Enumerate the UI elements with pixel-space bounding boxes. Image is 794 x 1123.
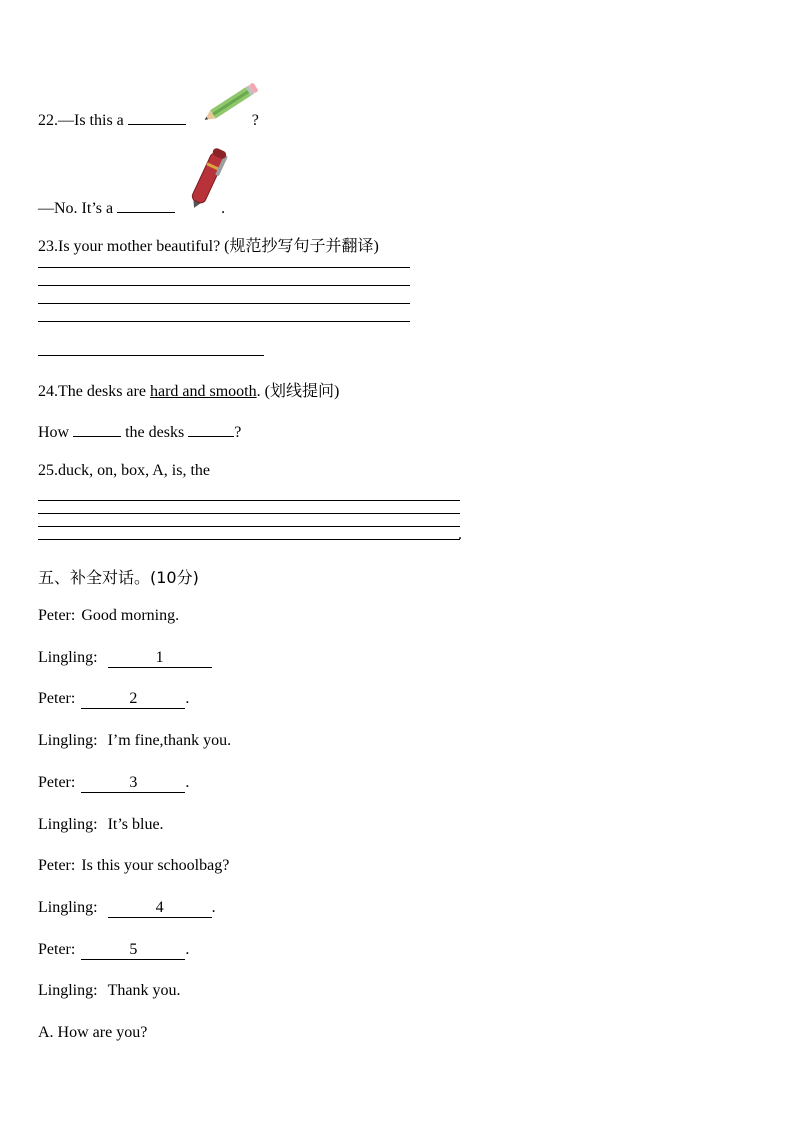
q24-how: How	[38, 424, 70, 441]
dialogue-text: Is this your schoolbag?	[81, 857, 230, 874]
dialogue-line	[38, 899, 216, 918]
pen-icon	[186, 144, 230, 212]
q23-prompt	[38, 233, 379, 256]
dialogue-text: Thank you.	[107, 982, 181, 999]
speaker-label: Lingling:	[38, 899, 98, 916]
pencil-icon	[196, 82, 262, 126]
dialogue-end-mark: .	[185, 690, 190, 707]
dialogue-text: I’m fine,thank you.	[107, 732, 232, 749]
speaker-label: Lingling:	[38, 816, 98, 833]
speaker-label: Peter:	[38, 774, 76, 791]
q23-writing-line-3[interactable]	[38, 303, 410, 304]
dialogue-blank-4[interactable]: 4	[108, 899, 212, 918]
q22-blank-2[interactable]	[117, 196, 175, 213]
speaker-label: Lingling:	[38, 982, 98, 999]
dialogue-line	[38, 774, 189, 793]
dialogue-blank-5[interactable]: 5	[81, 941, 185, 960]
dialogue-line	[38, 941, 189, 960]
q22-line1-suffix: ?	[251, 112, 259, 129]
q25-writing-line-3[interactable]	[38, 526, 460, 527]
dialogue-end-mark: .	[185, 941, 190, 958]
dialogue-blank-3[interactable]: 3	[81, 774, 185, 793]
dialogue-text: Good morning.	[81, 607, 180, 624]
dialogue-line	[38, 690, 189, 709]
q22-line2-prefix: —No. It’s a	[38, 200, 114, 217]
dialogue-end-mark: .	[211, 899, 216, 916]
dialogue-line	[38, 649, 212, 668]
speaker-label: Lingling:	[38, 732, 98, 749]
q25-end-mark: .	[458, 526, 462, 543]
dialogue-line	[38, 857, 229, 875]
q25-writing-line-2[interactable]	[38, 513, 460, 514]
q23-text: 23.Is your mother beautiful? (规范抄写句子并翻译)	[38, 238, 379, 255]
speaker-label: Peter:	[38, 690, 76, 707]
q24-mid: the desks	[125, 424, 185, 441]
dialogue-blank-1[interactable]: 1	[108, 649, 212, 668]
dialogue-line	[38, 607, 179, 625]
section-heading: 五、补全对话。(10分)	[38, 568, 199, 587]
q23-writing-line-4[interactable]	[38, 321, 410, 322]
q25-writing-line-1[interactable]	[38, 500, 460, 501]
option-item: A. How are you?	[38, 1024, 148, 1041]
q25-prompt	[38, 462, 210, 480]
q24-prompt	[38, 378, 339, 401]
q22-blank-1[interactable]	[128, 108, 186, 125]
dialogue-end-mark: .	[185, 774, 190, 791]
q25-writing-line-4[interactable]	[38, 539, 460, 540]
q24-underlined-phrase: hard and smooth	[149, 383, 257, 400]
q23-writing-line-1[interactable]	[38, 267, 410, 268]
q24-answer	[38, 420, 241, 442]
speaker-label: Peter:	[38, 941, 76, 958]
q24-suffix: . (划线提问)	[256, 383, 340, 400]
dialogue-blank-2[interactable]: 2	[81, 690, 185, 709]
q22-line2-suffix: .	[221, 200, 226, 217]
q24-end: ?	[234, 424, 242, 441]
q25-text: 25.duck, on, box, A, is, the	[38, 462, 210, 479]
q24-blank-2[interactable]	[188, 420, 234, 437]
q24-prefix: 24.The desks are	[38, 383, 150, 400]
q23-writing-line-2[interactable]	[38, 285, 410, 286]
q22-line1-prefix: 22.—Is this a	[38, 112, 124, 129]
speaker-label: Peter:	[38, 857, 76, 874]
dialogue-line	[38, 816, 164, 834]
q23-translation-line[interactable]	[38, 355, 264, 356]
dialogue-line	[38, 982, 180, 1000]
dialogue-text: It’s blue.	[107, 816, 164, 833]
speaker-label: Peter:	[38, 607, 76, 624]
speaker-label: Lingling:	[38, 649, 98, 666]
q24-blank-1[interactable]	[73, 420, 121, 437]
dialogue-line	[38, 732, 231, 750]
